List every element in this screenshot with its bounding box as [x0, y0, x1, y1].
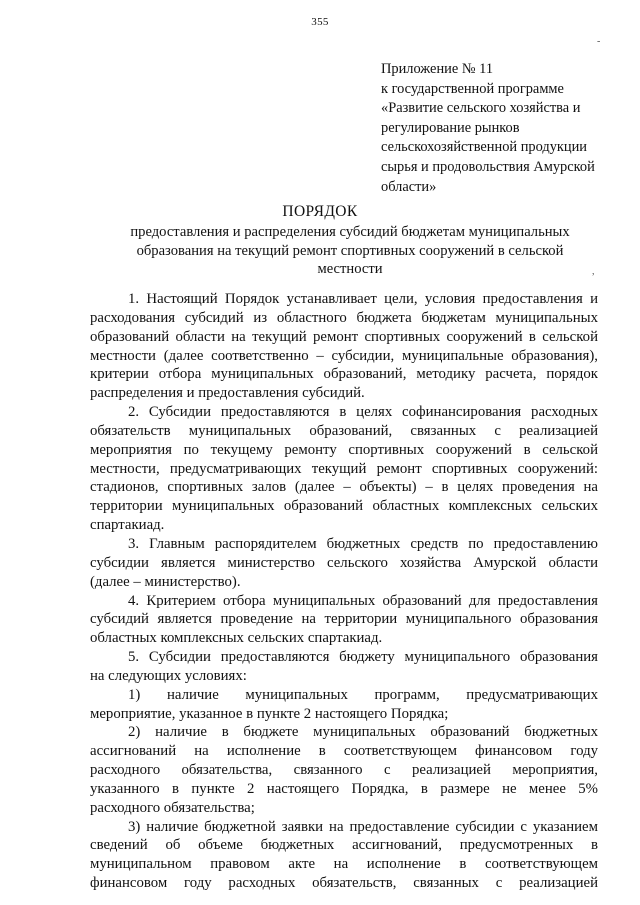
- document-title: ПОРЯДОК: [282, 203, 358, 220]
- document-subtitle: [95, 223, 605, 279]
- body-line: местности, предусматривающих текущий ремонт спортивных сооружений:: [90, 460, 598, 477]
- body-line: 2. Субсидии предоставляются в целях софинансирования расходных: [128, 404, 598, 421]
- body-line: муниципальном правовом акте на исполнение в соответствующем: [90, 856, 598, 873]
- appendix-line: к государственной программе: [381, 80, 564, 97]
- body-line: (далее – министерство).: [90, 573, 241, 590]
- body-line: расходного обязательства;: [90, 799, 255, 816]
- body-line: расходования субсидий из областного бюджета бюджетам муниципальных: [90, 309, 598, 326]
- body-line: мероприятие, указанное в пункте 2 настоящего Порядка;: [90, 705, 449, 722]
- scan-mark: ,: [592, 266, 595, 277]
- appendix-line: сырья и продовольствия Амурской: [381, 158, 595, 175]
- body-line: мероприятия по текущему ремонту спортивных сооружений в сельской: [90, 441, 598, 458]
- appendix-line: «Развитие сельского хозяйства и: [381, 100, 581, 117]
- body-line: указанного в пункте 2 настоящего Порядка, в размере не менее 5%: [90, 780, 598, 797]
- appendix-line: регулирование рынков: [381, 119, 520, 136]
- body-line: субсидий является проведение на территории муниципального образования: [90, 611, 598, 628]
- body-line: ассигнований на исполнение в соответствующем финансовом году: [90, 743, 598, 760]
- body-line: 5. Субсидии предоставляются бюджету муниципального образования: [128, 649, 598, 666]
- body-line: расходного обязательства, связанного с реализацией мероприятия,: [90, 762, 598, 779]
- body-line: критерии отбора муниципальных образований, методику расчета, порядок: [90, 366, 598, 383]
- body-line: областных комплексных сельских спартакиад.: [90, 630, 383, 647]
- scan-mark: -: [597, 36, 601, 47]
- subtitle-line: местности: [317, 261, 383, 277]
- body-line: 1) наличие муниципальных программ, предусматривающих: [128, 686, 598, 703]
- body-line: обязательств муниципальных образований, связанных с реализацией: [90, 422, 598, 439]
- body-line: 2) наличие в бюджете муниципальных образований бюджетных: [128, 724, 598, 741]
- body-line: стадионов, спортивных залов (далее – объекты) – в целях проведения на: [90, 479, 598, 496]
- appendix-block: [381, 60, 611, 197]
- appendix-line: сельскохозяйственной продукции: [381, 139, 587, 156]
- body-line: субсидии является министерство сельского хозяйства Амурской области: [90, 554, 598, 571]
- subtitle-line: образования на текущий ремонт спортивных сооружений в сельской: [136, 242, 564, 259]
- body-line: на следующих условиях:: [90, 667, 247, 684]
- body-line: 1. Настоящий Порядок устанавливает цели, условия предоставления и: [128, 291, 598, 307]
- body-line: спартакиад.: [90, 517, 165, 534]
- body-line: 4. Критерием отбора муниципальных образований для предоставления: [128, 592, 598, 609]
- body-line: сведений об объеме бюджетных ассигнований, предусмотренных в: [90, 837, 598, 854]
- appendix-line: Приложение № 11: [381, 61, 494, 77]
- appendix-line: области»: [381, 178, 437, 195]
- document-body: [90, 290, 598, 893]
- body-line: территории муниципальных образований областных комплексных сельских: [90, 498, 598, 515]
- page-number: 355: [311, 16, 329, 28]
- body-line: местности (далее соответственно – субсидии, муниципальные образования),: [90, 347, 598, 364]
- body-line: 3. Главным распорядителем бюджетных средств по предоставлению: [128, 535, 598, 552]
- body-line: финансовом году расходных обязательств, связанных с реализацией: [90, 875, 598, 892]
- body-line: 3) наличие бюджетной заявки на предоставление субсидии с указанием: [128, 818, 598, 835]
- body-line: распределения и предоставления субсидий.: [90, 385, 365, 402]
- body-line: образований области на текущий ремонт спортивных сооружений в сельской: [90, 328, 598, 345]
- subtitle-line: предоставления и распределения субсидий бюджетам муниципальных: [130, 224, 570, 240]
